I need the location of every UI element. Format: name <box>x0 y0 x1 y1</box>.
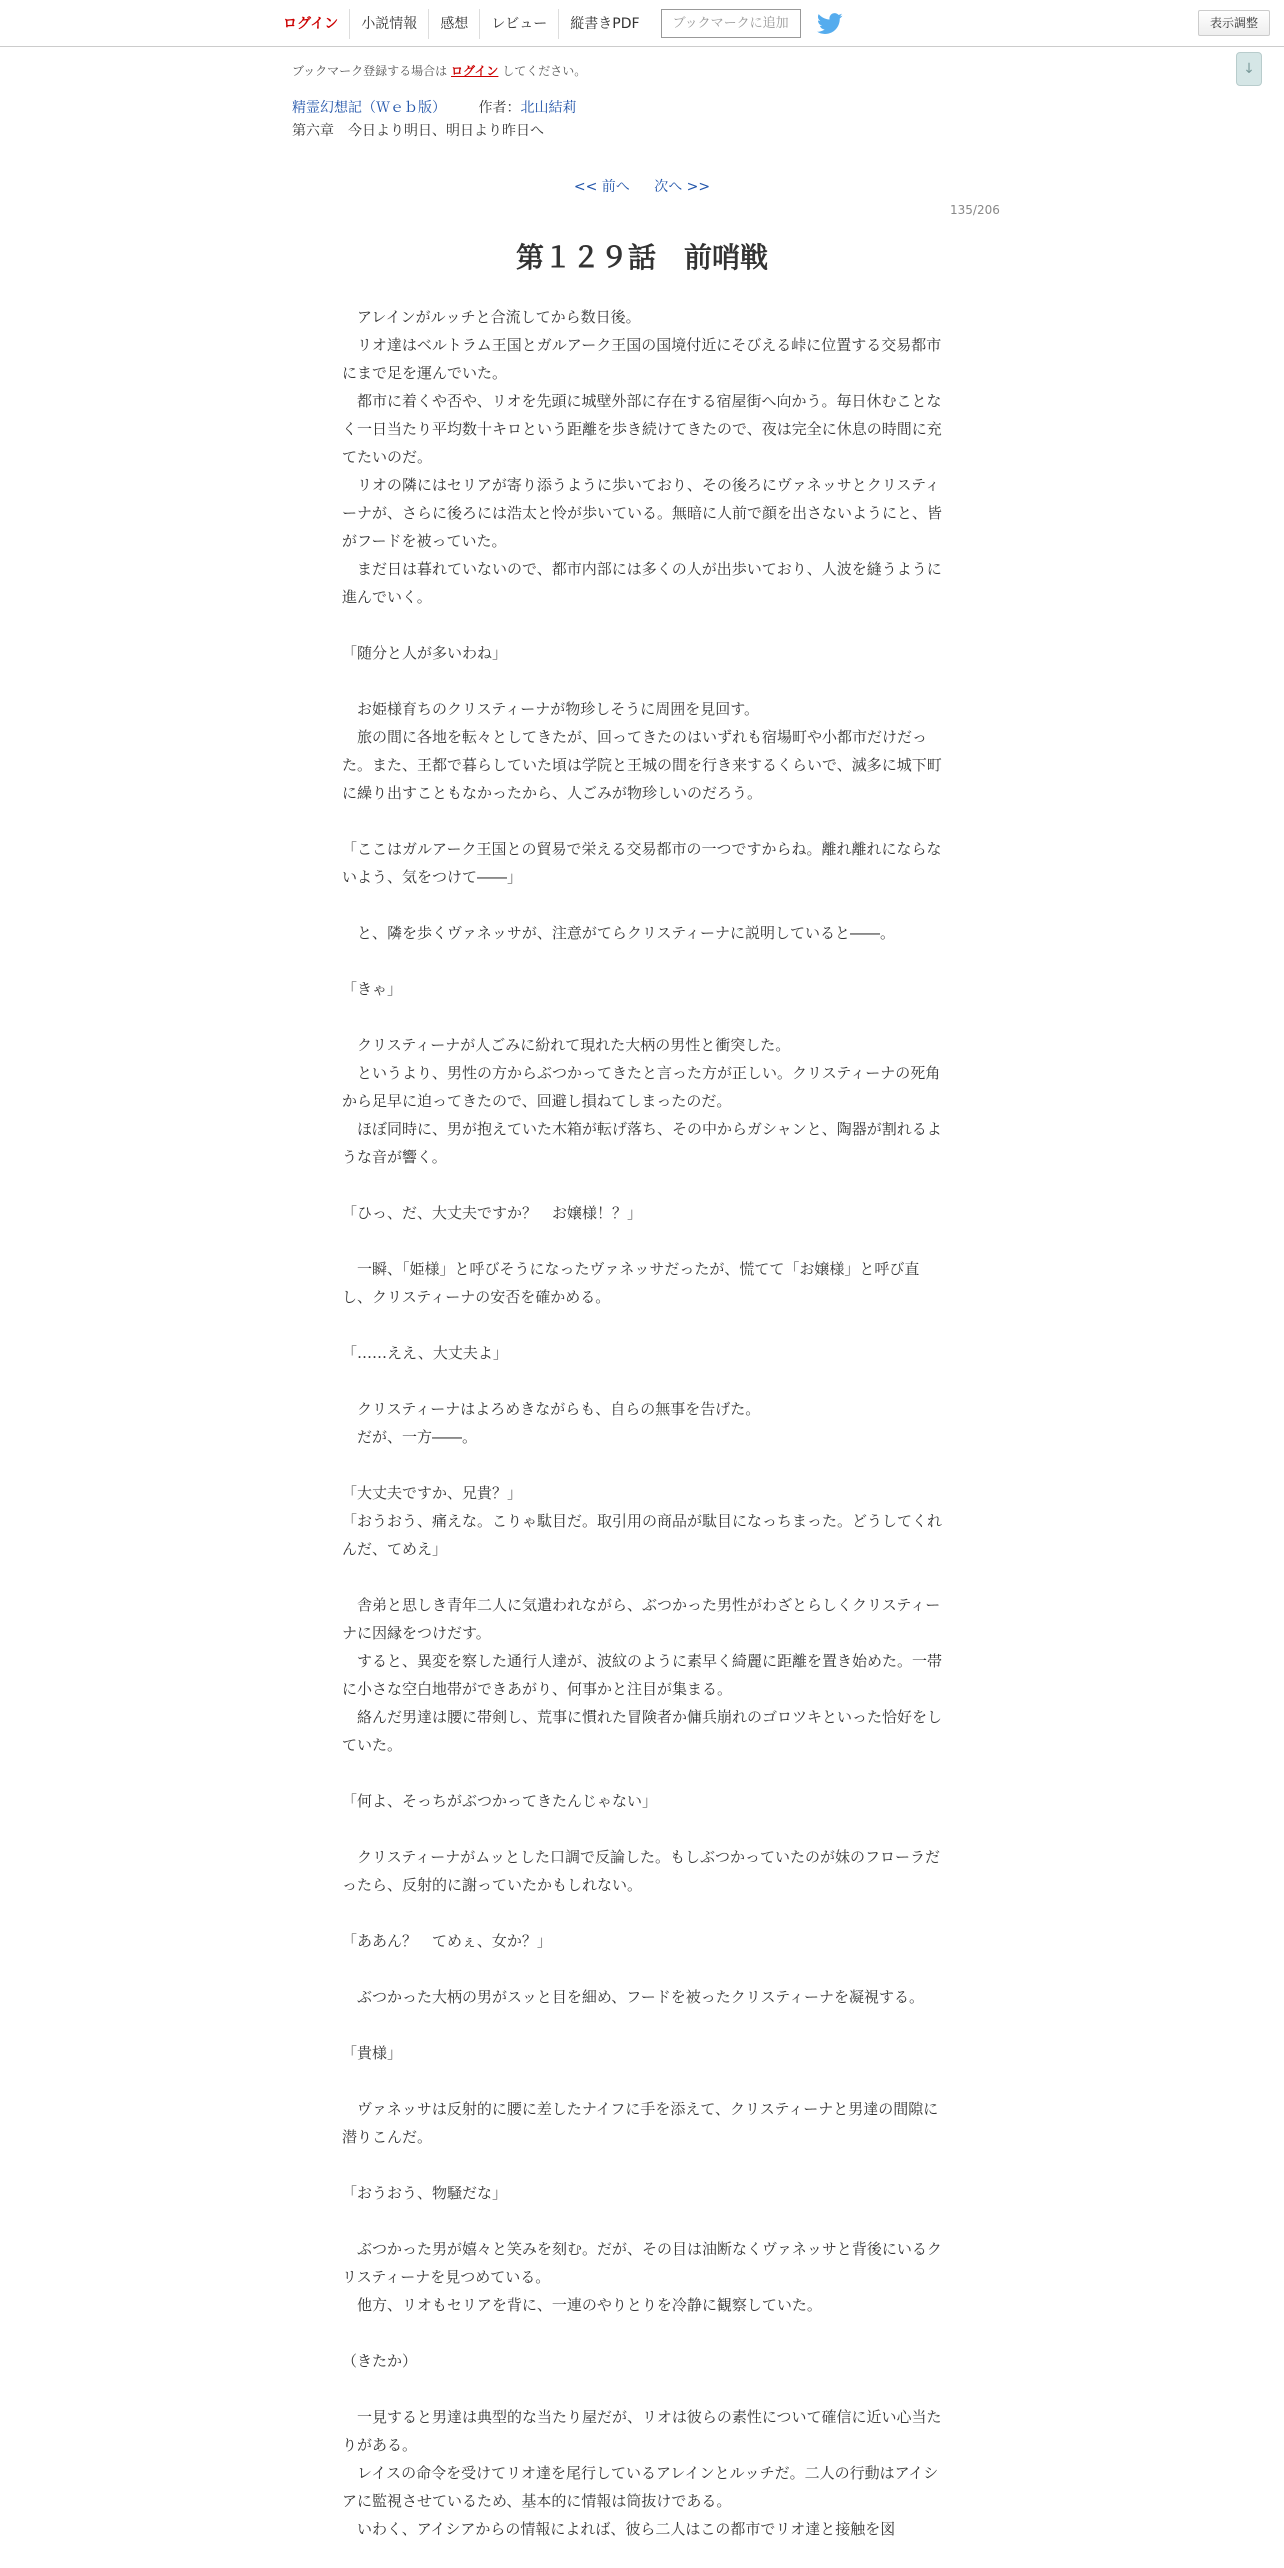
body-line: 「きゃ」 <box>342 980 403 998</box>
body-line: リオ達はベルトラム王国とガルアーク王国の国境付近にそびえる峠に位置する交易都市にまで足を運んでいた。 <box>342 336 942 382</box>
blank-line <box>342 1367 942 1395</box>
blank-line <box>342 1899 942 1927</box>
display-settings-button[interactable]: 表示調整 <box>1198 10 1270 36</box>
body-line: と、隣を歩くヴァネッサが、注意がてらクリスティーナに説明していると――。 <box>342 924 896 942</box>
bookmark-login-note <box>292 62 586 79</box>
blank-line <box>342 1563 942 1591</box>
blank-line <box>342 611 942 639</box>
body-line: 他方、リオもセリアを背に、一連のやりとりを冷静に観察していた。 <box>342 2296 822 2314</box>
blank-line <box>342 1451 942 1479</box>
body-line: ほぼ同時に、男が抱えていた木箱が転げ落ち、その中からガシャンと、陶器が割れるような音が響く。 <box>342 1120 942 1166</box>
blank-line <box>342 1955 942 1983</box>
blank-line <box>342 2207 942 2235</box>
blank-line <box>342 807 942 835</box>
nav-novel-info[interactable]: 小説情報 <box>349 9 428 39</box>
series-info <box>292 97 576 117</box>
add-bookmark-button[interactable]: ブックマークに追加 <box>661 9 801 38</box>
body-line: クリスティーナがムッとした口調で反論した。もしぶつかっていたのが妹のフローラだったら、反射的に謝っていたかもしれない。 <box>342 1848 941 1894</box>
body-line: 絡んだ男達は腰に帯剣し、荒事に慣れた冒険者か傭兵崩れのゴロツキといった恰好をしていた。 <box>342 1708 943 1754</box>
novel-body <box>342 303 942 2543</box>
body-line: ヴァネッサは反射的に腰に差したナイフに手を添えて、クリスティーナと男達の間隙に潜りこんだ。 <box>342 2100 939 2146</box>
body-line: というより、男性の方からぶつかってきたと言った方が正しい。クリスティーナの死角から足早に迫ってきたので、回避し損ねてしまったのだ。 <box>342 1064 941 1110</box>
episode-pager <box>0 176 1284 196</box>
body-line: 「何よ、そっちがぶつかってきたんじゃない」 <box>342 1792 658 1810</box>
body-line: だが、一方――。 <box>342 1428 478 1446</box>
body-line: 「ここはガルアーク王国との貿易で栄える交易都市の一つですからね。離れ離れにならないよう、気をつけて――」 <box>342 840 942 886</box>
login-note-before: ブックマーク登録する場合は <box>292 64 448 78</box>
nav-review[interactable]: レビュー <box>479 9 558 39</box>
next-episode-link[interactable]: 次へ >> <box>654 179 711 195</box>
body-line: （きたか） <box>342 2352 418 2370</box>
body-line: 「大丈夫ですか、兄貴？」 <box>342 1484 523 1502</box>
login-note-after: してください。 <box>502 64 587 78</box>
blank-line <box>342 2151 942 2179</box>
body-line: 「貴様」 <box>342 2044 403 2062</box>
author-label: 作者： <box>478 100 521 116</box>
nav-menu <box>272 0 843 47</box>
login-note-link[interactable]: ログイン <box>451 64 499 78</box>
body-line: リオの隣にはセリアが寄り添うように歩いており、その後ろにヴァネッサとクリスティーナが、さらに後ろには浩太と怜が歩いている。無暗に人前で顔を出さないようにと、皆がフードを被っていた。 <box>342 476 943 550</box>
body-line: お姫様育ちのクリスティーナが物珍しそうに周囲を見回す。 <box>342 700 760 718</box>
body-line: 「ああん？ てめぇ、女か？」 <box>342 1932 552 1950</box>
episode-title: 第１２９話 前哨戦 <box>515 241 768 274</box>
chapter-title: 第六章 今日より明日、明日より昨日へ <box>292 123 544 139</box>
blank-line <box>342 947 942 975</box>
nav-login[interactable]: ログイン <box>283 15 339 32</box>
author-link[interactable]: 北山結莉 <box>520 100 577 116</box>
nav-impressions[interactable]: 感想 <box>428 9 479 39</box>
blank-line <box>342 1003 942 1031</box>
body-line: まだ日は暮れていないので、都市内部には多くの人が出歩いており、人波を縫うように進んでいく。 <box>342 560 942 606</box>
scroll-down-button[interactable]: ↓ <box>1236 52 1262 86</box>
body-line: 舎弟と思しき青年二人に気遣われながら、ぶつかった男性がわざとらしくクリスティーナに因縁をつけだす。 <box>342 1596 941 1642</box>
body-line: 一瞬、「姫様」と呼びそうになったヴァネッサだったが、慌てて「お嬢様」と呼び直し、クリスティーナの安否を確かめる。 <box>342 1260 920 1306</box>
prev-episode-link[interactable]: << 前へ <box>573 179 630 195</box>
body-line: 都市に着くや否や、リオを先頭に城壁外部に存在する宿屋街へ向かう。毎日休むことなく一日当たり平均数十キロという距離を歩き続けてきたので、夜は完全に休息の時間に充てたいのだ。 <box>342 392 942 466</box>
nav-vertical-pdf[interactable]: 縦書きPDF <box>558 9 650 39</box>
body-line: 一見すると男達は典型的な当たり屋だが、リオは彼らの素性について確信に近い心当たりがある。 <box>342 2408 942 2454</box>
top-navigation-bar <box>0 0 1284 47</box>
blank-line <box>342 2011 942 2039</box>
body-line: アレインがルッチと合流してから数日後。 <box>342 308 641 326</box>
body-line: 「おうおう、痛えな。こりゃ駄目だ。取引用の商品が駄目になっちまった。どうしてくれんだ、てめえ」 <box>342 1512 943 1558</box>
body-line: 旅の間に各地を転々としてきたが、回ってきたのはいずれも宿場町や小都市だけだった。また、王都で暮らしていた頃は学院と王城の間を行き来するくらいで、滅多に城下町に繰り出すこともなかったから、人ごみが物珍しいのだろう。 <box>342 728 942 802</box>
body-line: 「……ええ、大丈夫よ」 <box>342 1344 508 1362</box>
body-line: ぶつかった男が嬉々と笑みを刻む。だが、その目は油断なくヴァネッサと背後にいるクリスティーナを見つめている。 <box>342 2240 942 2286</box>
blank-line <box>342 891 942 919</box>
body-line: 「おうおう、物騒だな」 <box>342 2184 508 2202</box>
episode-page-count: 135/206 <box>950 203 1000 217</box>
body-line: すると、異変を察した通行人達が、波紋のように素早く綺麗に距離を置き始めた。一帯に小さな空白地帯ができあがり、何事かと注目が集まる。 <box>342 1652 943 1698</box>
blank-line <box>342 1759 942 1787</box>
blank-line <box>342 1311 942 1339</box>
body-line: クリスティーナはよろめきながらも、自らの無事を告げた。 <box>342 1400 761 1418</box>
blank-line <box>342 2319 942 2347</box>
body-line: レイスの命令を受けてリオ達を尾行しているアレインとルッチだ。二人の行動はアイシアに監視させているため、基本的に情報は筒抜けである。 <box>342 2464 939 2510</box>
body-line: クリスティーナが人ごみに紛れて現れた大柄の男性と衝突した。 <box>342 1036 791 1054</box>
body-line: ぶつかった大柄の男がスッと目を細め、フードを被ったクリスティーナを凝視する。 <box>342 1988 925 2006</box>
blank-line <box>342 667 942 695</box>
body-line: 「随分と人が多いわね」 <box>342 644 508 662</box>
twitter-icon[interactable] <box>817 13 843 35</box>
blank-line <box>342 2067 942 2095</box>
blank-line <box>342 1815 942 1843</box>
blank-line <box>342 1227 942 1255</box>
body-line: いわく、アイシアからの情報によれば、彼ら二人はこの都市でリオ達と接触を図 <box>342 2520 896 2538</box>
body-line: 「ひっ、だ、大丈夫ですか？ お嬢様！？」 <box>342 1204 643 1222</box>
series-title-link[interactable]: 精霊幻想記（Ｗｅｂ版） <box>292 100 446 116</box>
blank-line <box>342 2375 942 2403</box>
blank-line <box>342 1171 942 1199</box>
